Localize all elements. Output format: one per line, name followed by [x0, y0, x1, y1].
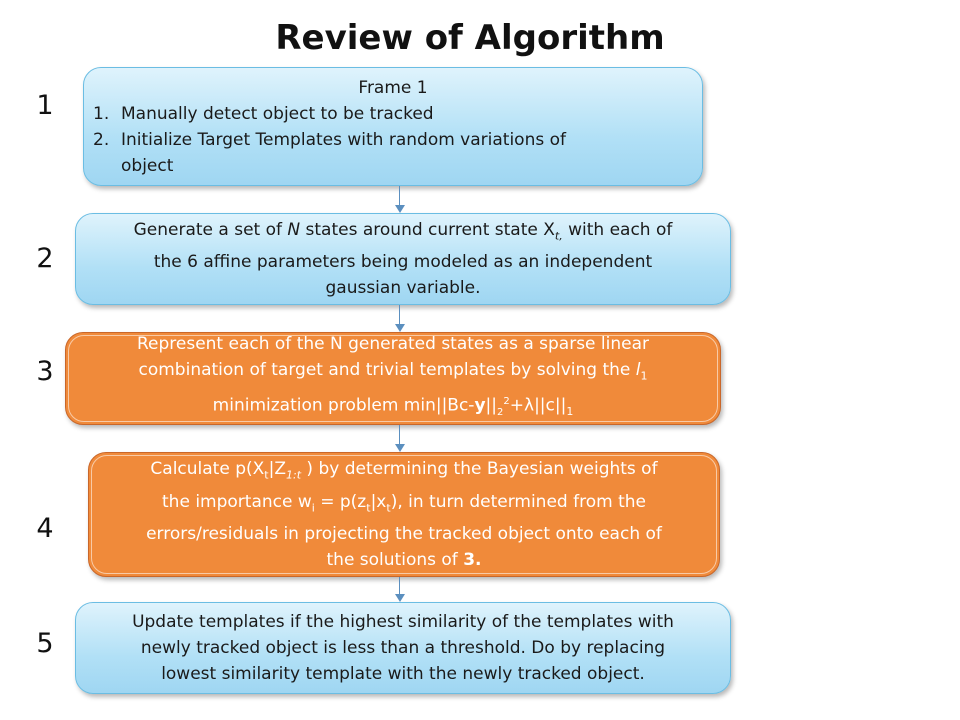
step-number-3: 3 [36, 356, 54, 387]
box2-line-1: Generate a set of N states around current state $X_{t,}$ with each of [133, 219, 673, 243]
box4-line-3: errors/residuals in projecting the tracked object onto each of [146, 523, 662, 544]
arrow-down-icon [395, 577, 405, 602]
box2-line-3: gaussian variable. [325, 278, 481, 299]
step-number-1: 1 [36, 90, 54, 121]
box3-line-2: combination of target and trivial templates by solving the $l_1$ [138, 359, 648, 383]
list-item: object [121, 155, 174, 176]
step-box-4 [88, 452, 720, 577]
arrow-down-icon [395, 186, 405, 213]
arrow-down-icon [395, 425, 405, 452]
step-box-1 [83, 67, 703, 186]
step-number-2: 2 [36, 243, 54, 274]
box5-line-3: lowest similarity template with the newly tracked object. [161, 664, 645, 684]
step-box-5 [75, 602, 731, 694]
box4-line-1: Calculate $p(X_t|Z_{1:t}$ ) by determining the Bayesian weights of [150, 459, 658, 482]
list-item: 1. Manually detect object to be tracked [93, 103, 434, 124]
box1-heading: Frame 1 [358, 77, 428, 98]
box5-line-2: newly tracked object is less than a threshold. Do by replacing [140, 638, 666, 658]
page-title: Review of Algorithm [275, 18, 665, 58]
box3-line-1: Represent each of the N generated states as a sparse linear [136, 333, 650, 354]
list-item: 2. Initialize Target Templates with random variations of [93, 129, 567, 150]
step-box-2 [75, 213, 731, 305]
box1-list [93, 101, 693, 179]
step-number-4: 4 [36, 513, 54, 544]
box5-line-1: Update templates if the highest similarity of the templates with [132, 612, 674, 632]
step-box-3 [65, 332, 721, 425]
box3-line-3: minimization problem $\min||Bc-y||_2^2+\lambda||c||_1$ [212, 395, 574, 419]
arrow-down-icon [395, 305, 405, 332]
step-number-5: 5 [36, 628, 54, 659]
box2-line-2: the 6 affine parameters being modeled as an independent [153, 252, 653, 273]
box4-line-2: the importance $w_i = p(z_t|x_t)$, in turn determined from the [162, 491, 646, 514]
box4-line-4: the solutions of 3. [326, 549, 482, 570]
